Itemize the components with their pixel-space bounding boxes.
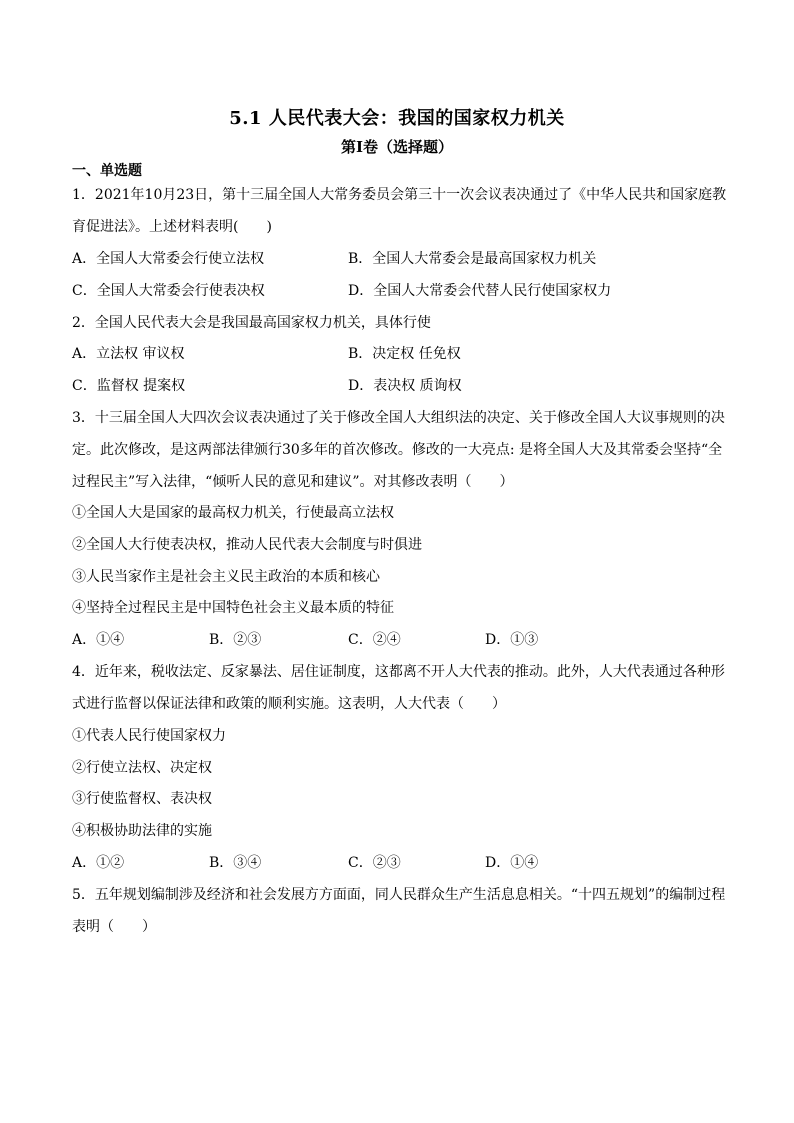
q4-option-c: C．②③ [348, 855, 401, 871]
q4-option-b: B．③④ [209, 855, 262, 871]
q3-line-3: 过程民主”写入法律，“倾听人民的意见和建议”。对其修改表明（ ） [72, 474, 514, 490]
page-title: 5.1 人民代表大会：我国的国家权力机关 [229, 108, 565, 129]
q4-line-1: 4．近年来，税收法定、反家暴法、居住证制度，这都离不开人大代表的推动。此外，人大代表通过各种形 [72, 664, 725, 680]
q5-line-2: 表明（ ） [72, 919, 156, 935]
q4-item-4: ④积极协助法律的实施 [72, 823, 212, 839]
q4-option-a: A．①② [72, 855, 125, 871]
q3-option-b: B．②③ [209, 632, 262, 648]
q4-item-1: ①代表人民行使国家权力 [72, 728, 226, 744]
section-heading: 一、单选题 [72, 163, 142, 179]
q2-option-c: C．监督权 提案权 [72, 378, 186, 394]
q4-item-2: ②行使立法权、决定权 [72, 760, 212, 776]
q3-option-a: A．①④ [72, 632, 125, 648]
q2-line-1: 2．全国人民代表大会是我国最高国家权力机关，具体行使 [72, 315, 431, 331]
q2-option-d: D．表决权 质询权 [348, 378, 462, 394]
q2-option-b: B．决定权 任免权 [348, 346, 461, 362]
q3-item-1: ①全国人大是国家的最高权力机关，行使最高立法权 [72, 505, 394, 521]
q2-option-a: A．立法权 审议权 [72, 346, 185, 362]
q4-line-2: 式进行监督以保证法律和政策的顺利实施。这表明，人大代表（ ） [72, 696, 506, 712]
q1-option-b: B．全国人大常委会是最高国家权力机关 [348, 251, 597, 267]
q1-option-d: D．全国人大常委会代替人民行使国家权力 [348, 283, 612, 299]
q3-item-3: ③人民当家作主是社会主义民主政治的本质和核心 [72, 569, 380, 585]
q3-item-2: ②全国人大行使表决权，推动人民代表大会制度与时俱进 [72, 537, 422, 553]
q1-option-c: C．全国人大常委会行使表决权 [72, 283, 265, 299]
q4-item-3: ③行使监督权、表决权 [72, 791, 212, 807]
q1-line-2: 育促进法》。上述材料表明( ) [72, 219, 272, 235]
q1-line-1: 1．2021年10月23日，第十三届全国人大常务委员会第三十一次会议表决通过了《中华人民共和国家庭教 [72, 187, 727, 203]
q3-option-d: D．①③ [485, 632, 539, 648]
q5-line-1: 5．五年规划编制涉及经济和社会发展方方面面，同人民群众生产生活息息相关。“十四五规划”的编制过程 [72, 887, 726, 903]
q3-line-2: 定。此次修改，是这两部法律颁行30多年的首次修改。修改的一大亮点: 是将全国人大及其常委会坚持“全 [72, 442, 723, 458]
q3-option-c: C．②④ [348, 632, 401, 648]
page-subtitle: 第I卷（选择题） [340, 138, 454, 156]
q3-item-4: ④坚持全过程民主是中国特色社会主义最本质的特征 [72, 600, 394, 616]
q1-option-a: A．全国人大常委会行使立法权 [72, 251, 265, 267]
q3-line-1: 3．十三届全国人大四次会议表决通过了关于修改全国人大组织法的决定、关于修改全国人大议事规则的决 [72, 410, 725, 426]
q4-option-d: D．①④ [485, 855, 539, 871]
